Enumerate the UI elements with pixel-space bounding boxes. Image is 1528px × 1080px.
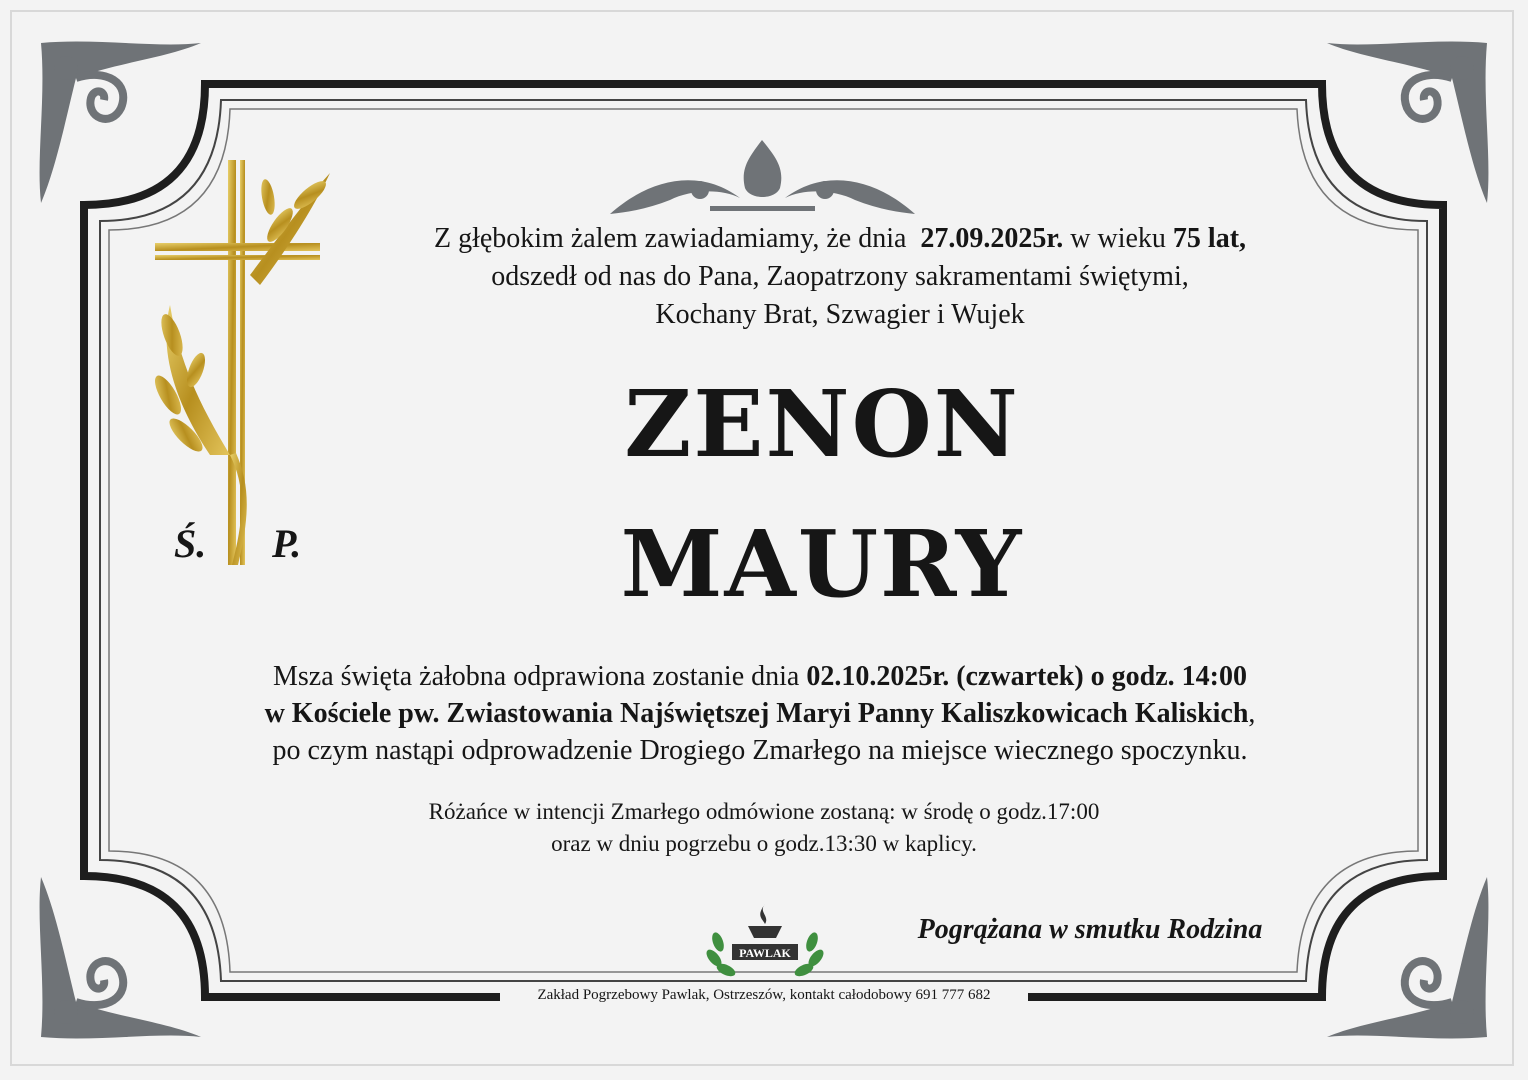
intro-text [340, 220, 1340, 334]
mass-line-1-start: Msza święta żałobna odprawiona zostanie dnia [272, 661, 800, 692]
family-signature: Pogrążana w smutku Rodzina [917, 914, 1263, 945]
rosary-line-1: Różańce w intencji Zmarłego odmówione zostaną: w środę o godz.17:00 [428, 799, 1100, 824]
logo-brand: PAWLAK [739, 946, 791, 960]
mass-line-2: w Kościele pw. Zwiastowania Najświętszej Maryi Panny Kaliszkowicach Kaliskich, [264, 698, 1256, 729]
intro-line-1 [340, 220, 1340, 258]
intro-line-3: Kochany Brat, Szwagier i Wujek [655, 299, 1025, 330]
age: 75 lat, [1172, 223, 1247, 254]
age-prefix: w wieku [1070, 223, 1166, 254]
footer-contact: Zakład Pogrzebowy Pawlak, Ostrzeszów, kontakt całodobowy 691 777 682 [500, 985, 1028, 1005]
intro-line-1-start: Z głębokim żalem zawiadamiamy, że dnia [433, 223, 907, 254]
mass-info [160, 658, 1360, 769]
top-center-ornament [610, 138, 915, 218]
mass-line-1 [160, 658, 1360, 695]
pawlak-logo [704, 902, 826, 980]
corner-ornament-top-right [1322, 38, 1492, 208]
intro-line-2: odszedł od nas do Pana, Zaopatrzony sakramentami świętymi, [491, 261, 1189, 292]
mass-line-3: po czym nastąpi odprowadzenie Drogiego Zmarłego na miejsce wiecznego spoczynku. [272, 735, 1248, 766]
deceased-first-name: ZENON [624, 370, 1020, 478]
corner-ornament-bottom-right [1322, 872, 1492, 1042]
death-date: 27.09.2025r. [920, 223, 1064, 254]
church-name: w Kościele pw. Zwiastowania Najświętszej Maryi Panny Kaliszkowicach Kaliskich [264, 698, 1249, 729]
corner-ornament-bottom-left [36, 872, 206, 1042]
initial-p: P. [272, 521, 302, 566]
rosary-info [264, 796, 1264, 860]
deceased-last-name: MAURY [620, 510, 1024, 618]
rosary-line-2: oraz w dniu pogrzebu o godz.13:30 w kaplicy. [551, 831, 977, 856]
initial-s: Ś. [174, 521, 207, 566]
gold-cross-icon [150, 155, 340, 570]
mass-date-time: 02.10.2025r. (czwartek) o godz. 14:00 [806, 661, 1248, 692]
